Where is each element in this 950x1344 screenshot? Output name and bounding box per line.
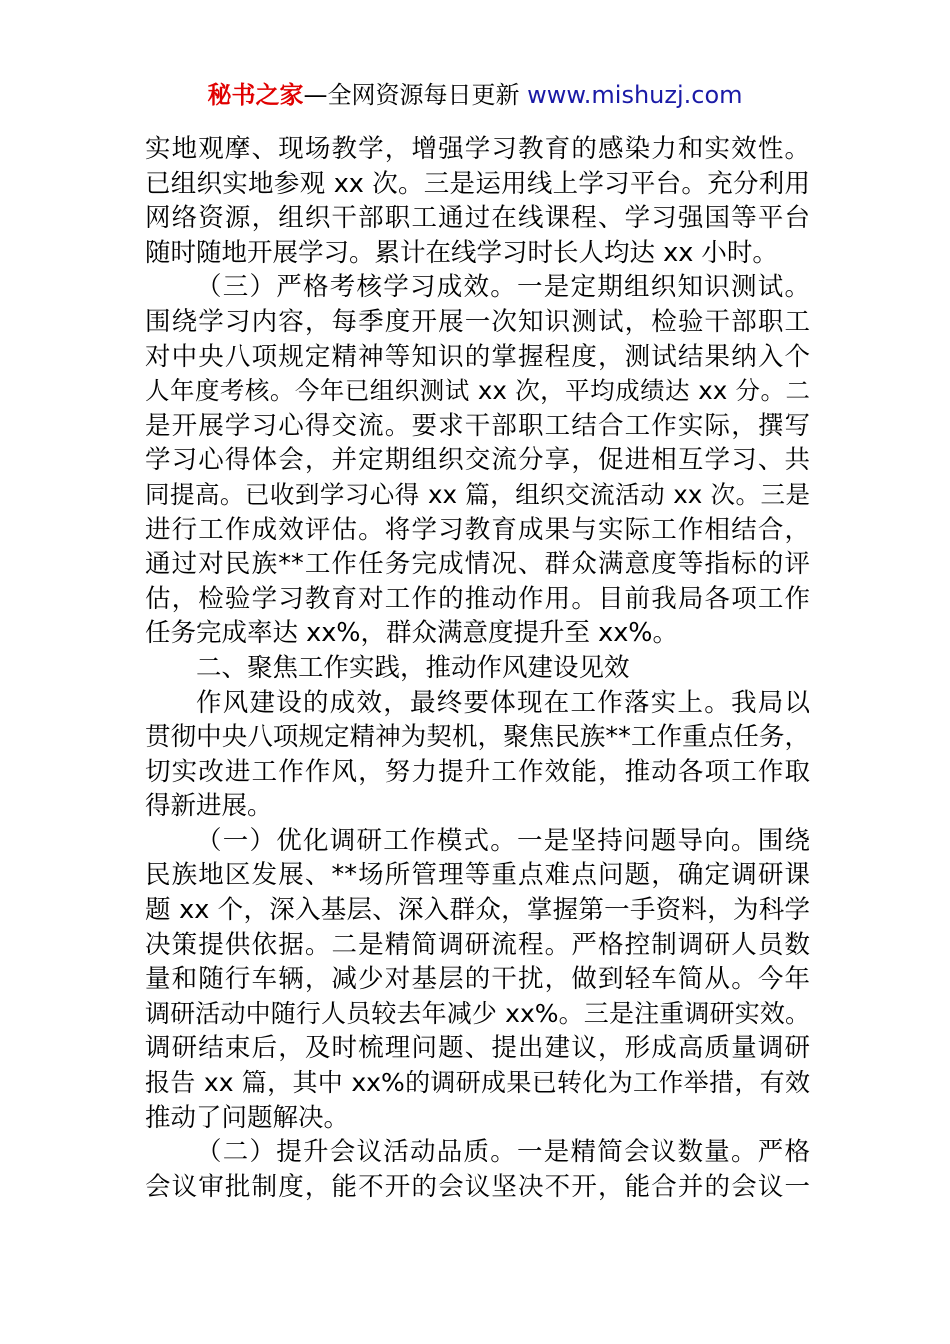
text-line: 推动了问题解决。	[145, 1102, 350, 1133]
text-line: 决策提供依据。二是精简调研流程。严格控制调研人员数	[145, 929, 810, 960]
text-line: （一）优化调研工作模式。一是坚持问题导向。围绕	[196, 825, 810, 856]
text-line: 已组织实地参观 xx 次。三是运用线上学习平台。充分利用	[145, 168, 810, 199]
text-line: 二、聚焦工作实践，推动作风建设见效	[196, 652, 630, 683]
text-line: 随时随地开展学习。累计在线学习时长人均达 xx 小时。	[145, 237, 778, 268]
text-line: 网络资源，组织干部职工通过在线课程、学习强国等平台	[145, 203, 810, 234]
site-url-link[interactable]: www.mishuzj.com	[527, 81, 743, 109]
text-line: 调研活动中随行人员较去年减少 xx%。三是注重调研实效。	[145, 998, 810, 1028]
text-line: 贯彻中央八项规定精神为契机，聚焦民族**工作重点任务，	[145, 722, 810, 753]
text-line: 是开展学习心得交流。要求干部职工结合工作实际，撰写	[145, 410, 810, 441]
site-header	[0, 78, 950, 112]
text-line: 估，检验学习教育对工作的推动作用。目前我局各项工作	[145, 583, 810, 614]
text-line: 得新进展。	[145, 791, 273, 822]
site-brand: 秘书之家	[207, 81, 304, 109]
text-line: 题 xx 个，深入基层、深入群众，掌握第一手资料，为科学	[145, 895, 810, 926]
site-tagline: —全网资源每日更新	[303, 81, 528, 109]
document-body	[145, 132, 810, 1204]
text-line: 通过对民族**工作任务完成情况、群众满意度等指标的评	[145, 549, 810, 580]
text-line: 作风建设的成效，最终要体现在工作落实上。我局以	[196, 687, 810, 718]
text-line: 切实改进工作作风，努力提升工作效能，推动各项工作取	[145, 756, 810, 787]
text-line: （三）严格考核学习成效。一是定期组织知识测试。	[196, 272, 810, 303]
text-line: 同提高。已收到学习心得 xx 篇，组织交流活动 xx 次。三是	[145, 479, 810, 509]
text-line: （二）提升会议活动品质。一是精简会议数量。严格	[196, 1137, 810, 1168]
text-line: 学习心得体会，并定期组织交流分享，促进相互学习、共	[145, 445, 810, 476]
text-line: 民族地区发展、**场所管理等重点难点问题，确定调研课	[145, 860, 810, 891]
text-line: 进行工作成效评估。将学习教育成果与实际工作相结合，	[145, 514, 810, 545]
text-line: 对中央八项规定精神等知识的掌握程度，测试结果纳入个	[145, 341, 810, 372]
text-line: 人年度考核。今年已组织测试 xx 次，平均成绩达 xx 分。二	[145, 376, 810, 406]
text-line: 围绕学习内容，每季度开展一次知识测试，检验干部职工	[145, 306, 810, 337]
text-line: 任务完成率达 xx%，群众满意度提升至 xx%。	[145, 618, 679, 649]
text-line: 调研结束后，及时梳理问题、提出建议，形成高质量调研	[145, 1033, 810, 1064]
text-line: 报告 xx 篇，其中 xx%的调研成果已转化为工作举措，有效	[145, 1068, 810, 1098]
text-line: 会议审批制度，能不开的会议坚决不开，能合并的会议一	[145, 1171, 810, 1202]
text-line: 实地观摩、现场教学，增强学习教育的感染力和实效性。	[145, 134, 810, 164]
text-line: 量和随行车辆，减少对基层的干扰，做到轻车简从。今年	[145, 964, 810, 995]
